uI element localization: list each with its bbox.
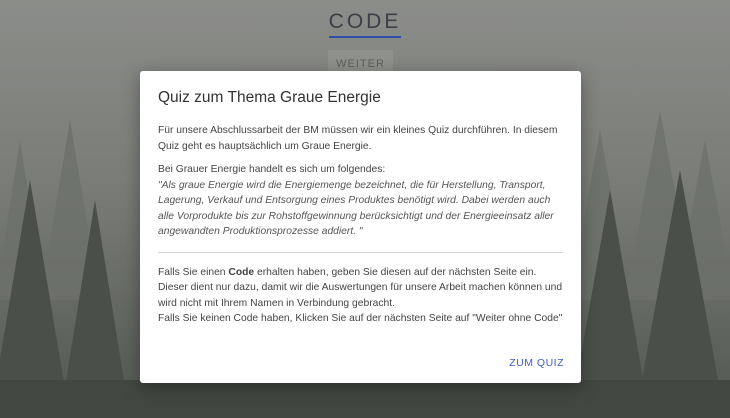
dialog-title: Quiz zum Thema Graue Energie [158, 89, 381, 106]
code-info-before: Falls Sie einen [158, 266, 229, 278]
code-info-text [158, 265, 563, 312]
code-info-bold: Code [228, 266, 255, 278]
definition-quote: "Als graue Energie wird die Energiemenge bezeichnet, die für Herstellung, Transport, Lagerung, Verkauf und Entsorgung eines Produktes benötigt wird. Dabei werden auch alle Vorprodukte bis zur Rohstoffgewinnung berücksichtigt und der Energieeinsatz aller angewandten Produktionsprozesse addiert. " [158, 179, 554, 237]
dialog-divider [158, 252, 563, 253]
definition-lead-text: Bei Grauer Energie handelt es sich um folgendes: [158, 164, 386, 175]
page-title [0, 10, 730, 38]
no-code-info-text: Falls Sie keinen Code haben, Klicken Sie auf der nächsten Seite auf "Weiter ohne Code" [158, 313, 563, 324]
code-info-after: erhalten haben, geben Sie diesen auf der nächsten Seite ein. Dieser dient nur dazu, damit wir die Auswertungen für unsere Arbeit machen können und wird nicht mit Ihrem Namen in Verbindung gebracht. [158, 266, 563, 309]
intro-text: Für unsere Abschlussarbeit der BM müssen wir ein kleines Quiz durchführen. In diesem Quiz geht es hauptsächlich um Graue Energie. [158, 125, 558, 152]
dialog-footer [509, 353, 564, 371]
info-dialog [140, 71, 581, 383]
zum-quiz-button[interactable]: ZUM QUIZ [509, 357, 564, 369]
weiter-button[interactable]: WEITER [328, 50, 393, 76]
page-title-text: CODE [329, 10, 402, 38]
